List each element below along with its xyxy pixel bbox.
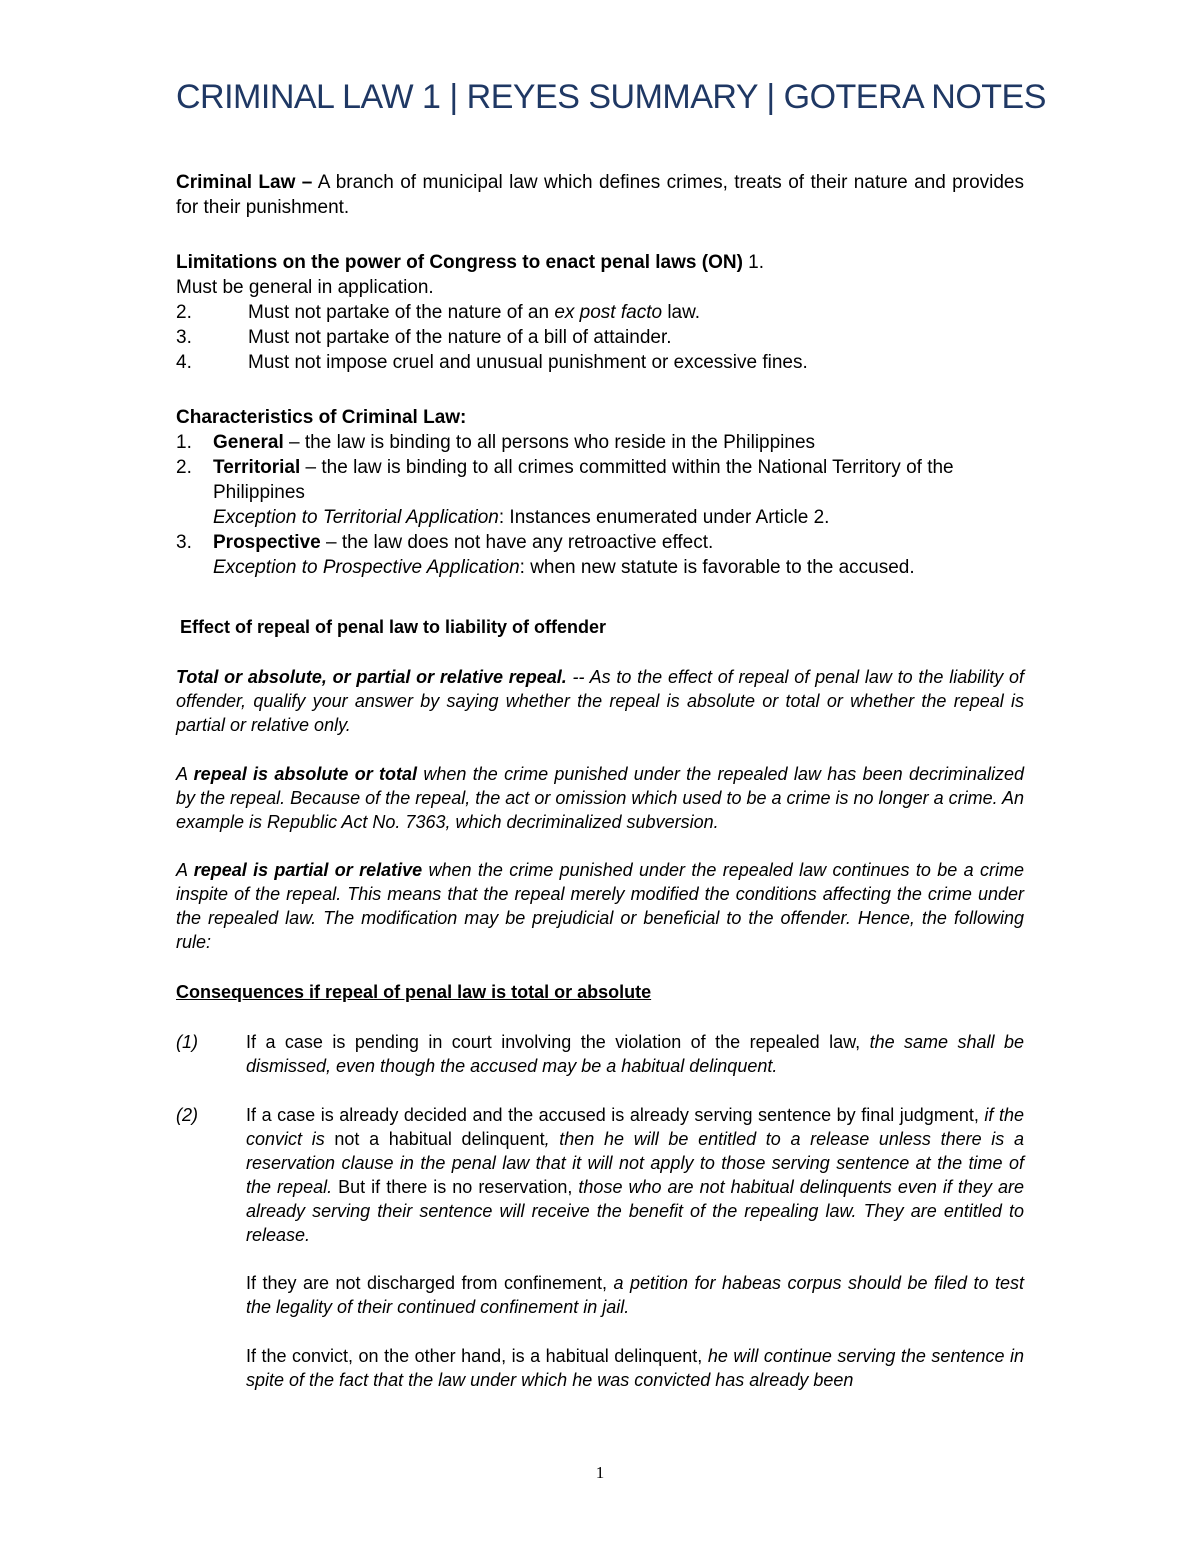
consequence-item-2: (2) If a case is already decided and the accused is already serving sentence by final judgment, if the convict is not a habitual delinquent, then he will be entitled to a release unless there is a reservation clause in the penal law that it will not apply to those serving sentence at the time of the repeal. But if there is no reservation, those who are not habitual delinquents even if they are already serving their sentence will receive the benefit of the repealing law. They are entitled to release. bbox=[176, 1105, 1024, 1245]
definition-text: A branch of municipal law which defines crimes, treats of their nature and provides for their punishment. bbox=[176, 172, 1024, 218]
consequences-heading: Consequences if repeal of penal law is total or absolute bbox=[176, 982, 652, 1002]
definition-paragraph bbox=[176, 170, 1024, 220]
list-item: 1. General – the law is binding to all persons who reside in the Philippines bbox=[176, 432, 816, 453]
list-item: 3. Prospective – the law does not have any retroactive effect. Exception to Prospective Application: when new statute is favorable to the accused. bbox=[176, 532, 915, 578]
repeal-paragraph-1: Total or absolute, or partial or relative repeal. -- As to the effect of repeal of penal law to the liability of offender, qualify your answer by saying whether the repeal is absolute or total or whether the repeal is partial or relative only. bbox=[176, 667, 1024, 735]
consequence-paragraph-3: If they are not discharged from confinement, a petition for habeas corpus should be filed to test the legality of their continued confinement in jail. bbox=[246, 1273, 1025, 1317]
consequence-paragraph-4: If the convict, on the other hand, is a habitual delinquent, he will continue serving the sentence in spite of the fact that the law under which he was convicted has already been bbox=[246, 1346, 1024, 1390]
limitations-heading: Limitations on the power of Congress to enact penal laws (ON) bbox=[176, 252, 743, 273]
characteristics-heading: Characteristics of Criminal Law: bbox=[176, 407, 467, 428]
limitations-first-text: Must be general in application. bbox=[176, 277, 434, 298]
limitations-first-number: 1. bbox=[742, 252, 765, 273]
definition-term: Criminal Law – bbox=[176, 172, 313, 193]
consequence-item-1: (1) If a case is pending in court involving the violation of the repealed law, the same shall be dismissed, even though the accused may be a habitual delinquent. bbox=[176, 1032, 1024, 1076]
list-item: 2. Must not partake of the nature of an ex post facto law. bbox=[176, 302, 701, 323]
list-item: 2. Territorial – the law is binding to all crimes committed within the National Territory of the Philippines Exception to Territorial Application: Instances enumerated under Article 2. bbox=[176, 457, 954, 528]
limitations-section bbox=[176, 250, 1024, 375]
repeal-paragraph-2: A repeal is absolute or total when the crime punished under the repealed law has been decriminalized by the repeal. Because of the repeal, the act or omission which used to be a crime is no longer a crime. An example is Republic Act No. 7363, which decriminalized subversion. bbox=[176, 764, 1024, 832]
list-item: 3. Must not partake of the nature of a bill of attainder. bbox=[176, 327, 672, 348]
repeal-heading: Effect of repeal of penal law to liability of offender bbox=[180, 617, 607, 637]
repeal-paragraph-3: A repeal is partial or relative when the crime punished under the repealed law continues to be a crime inspite of the repeal. This means that the repeal merely modified the conditions affecting the crime under the repealed law. The modification may be prejudicial or beneficial to the offender. Hence, the following rule: bbox=[176, 860, 1024, 952]
page-number: 1 bbox=[595, 1463, 605, 1482]
list-item: 4. Must not impose cruel and unusual punishment or excessive fines. bbox=[176, 352, 808, 373]
characteristics-section bbox=[176, 405, 1024, 580]
page-title: CRIMINAL LAW 1 | REYES SUMMARY | GOTERA NOTES bbox=[176, 78, 1046, 116]
